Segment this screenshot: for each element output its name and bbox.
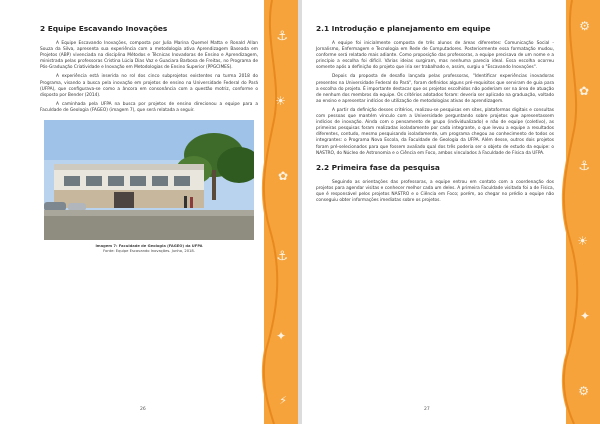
right-orange-wave [552,0,600,424]
star-icon: ✦ [275,329,286,343]
paragraph: Depois da proposta de desafio lançada pelas professoras, "Identificar experiências inovadoras presentes na Universidade Federal do Pará", foram definidos alguns pré-requisitos que serviram de guia para a escolha do projeto. É importante destacar que os projetos escolhidos não poderiam ser na área de atuação de nenhum dos membros da equipe. Os critérios adotados foram: deveria ser aplicado na graduação, voltado ao ensino e apresentar indícios de utilização de metodologias ativas de aprendizagem. [316,74,554,104]
section-heading: 2.2 Primeira fase da pesquisa [316,162,440,172]
flower-icon: ✿ [277,169,288,183]
page-number: 27 [424,407,430,412]
anchor-icon-2: ⚓ [276,249,288,264]
bolt-icon: ⚡ [279,394,287,407]
image-caption [40,244,258,254]
faculty-building-photo [44,120,254,240]
caption-source: Fonte: Equipe Escavando Inovações. Junho, 2018. [103,249,195,254]
gear-icon-2: ⚙ [578,384,589,398]
paragraph: Seguindo as orientações das professoras, a equipe entrou em contato com a coordenação dos projetos para agendar visitas e conhecer melhor cada um deles. A primeira Faculdade visitada foi a de Física, que é responsável pelos projetos NASTRO e o Ciência em Foco; porém, ao chegar no prédio a equipe não conseguiu obter informações imediatas sobre os projetos. [316,179,554,203]
flower-icon: ✿ [578,84,589,98]
sun-icon: ☀ [275,94,286,108]
star-icon: ✦ [579,309,590,323]
section-heading: 2 Equipe Escavando Inovações [40,24,168,33]
paragraph: A experiência está inserida no rol dos cinco subprojetos existentes na turma 2018 do Programa, visando a busca pela inovação em projetos de ensino na Universidade Federal do Pará (UFPA), que configurava-se como a âncora em consonância com a questão motriz, conforme o disposto por Bender (2014). [40,74,258,98]
paragraph: A Equipe Escavando Inovações, composta por Julia Marina Quemel Matta e Ronald Allan Souza da Silva, apresenta sua experiência com a metodologia ativa Aprendizagem Baseada em Projetos (ABP) vivenciada na disciplina Métodos e Técnicas Inovadoras de Ensino e Aprendizagem, ministrada pelas professoras Cristina Lúcia Dias Vaz e Guaciara Barbosa de Freitas, no Programa de Pós-Graduação Criatividade e Inovação em Metodologias de Ensino Superior (PPGCIMES). [40,41,258,71]
paragraph: A equipe foi inicialmente composta de três alunos de áreas diferentes: Comunicação Social - Jornalismo, Enfermagem e Tecnologia em Rede de Computadores. Posteriormente essa formatação mudou, conforme será relatado mais adiante. Como proposição das professoras, a equipe precisava de um nome e a princípio a escolha foi difícil. Várias ideias surgiram, mas nenhuma parecia ideal. Essa escolha ocorreu somente após a definição do projeto que iria ser trabalhado e, assim, surgiu o "Escavando Inovações". [316,41,554,71]
right-page [302,0,600,424]
page-number: 26 [140,407,146,412]
anchor-icon: ⚓ [276,29,288,44]
paragraph: A caminhada pela UFPA na busca por projetos de ensino direcionou a equipe para a Faculdade de Geologia (FAGEO) (imagem 7), que será relatada a seguir. [40,101,258,113]
anchor-icon: ⚓ [578,159,590,174]
sun-icon: ☀ [577,234,588,248]
section-heading: 2.1 Introdução e planejamento em equipe [316,24,491,33]
right-content [316,24,554,207]
paragraph: A partir da definição desses critérios, realizou-se pesquisas em sites, plataformas digitais e consultas com pessoas que mantém vínculo com a Universidade perguntando sobre projetos que apresentassem indícios de inovação. Ainda com o pensamento de grupo (individualizado) e não de equipe (coletivo), as primeiras pesquisas foram realizadas isoladamente por cada integrante, o que levou a equipe a resultados diferentes, contudo, mesmo pesquisando isoladamente, um programa chegou ao conhecimento de todos os integrantes: o Programa Nova Escola, da Faculdade de Geologia da UFPA. Além desse, outros dois projetos foram pré-selecionados para que fossem avaliado qual dos três poderia ser o objeto de estudo da equipe: o NASTRO, do Núcleo de Astronomia e o Ciência em Foco, ambos vinculados à Faculdade de Física da UFPA. [316,107,554,156]
gear-icon: ⚙ [579,19,590,33]
left-page [0,0,298,424]
left-content [40,24,258,254]
caption-line: Imagem 7: Faculdade de Geologia (FAGEO) da UFPA [95,244,203,249]
